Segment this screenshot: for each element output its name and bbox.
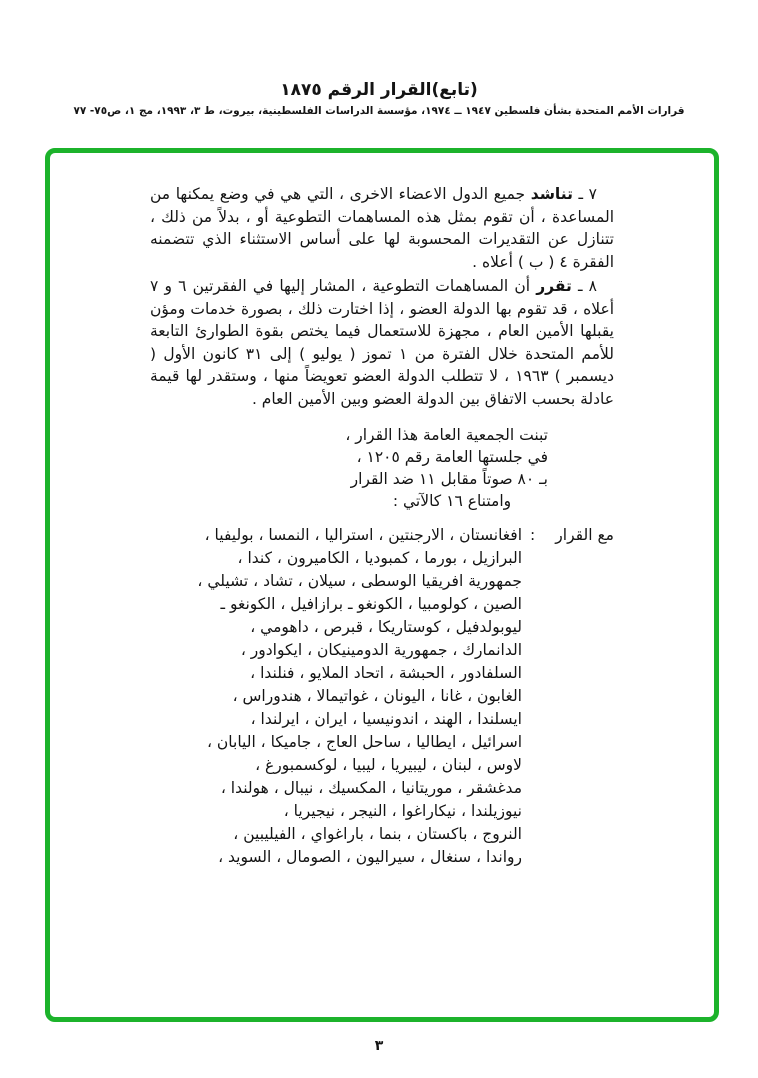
paragraph-7-body: جميع الدول الاعضاء الاخرى ، التي هي في وضع يمكنها من المساعدة ، أن تقوم بمثل هذه المساهمات التطوعية أو ، بدلاً من ذلك ، تتنازل عن التقديرات المحسوبة لها على أساس الاستثناء الذي تتضمنه الفقرة ٤ ( ب ) أعلاه . <box>150 185 614 271</box>
country-list-line: جمهورية افريقيا الوسطى ، سيلان ، تشاد ، تشيلي ، <box>197 572 522 590</box>
vote-label-text: مع القرار <box>555 526 614 544</box>
country-list-line: نيوزيلندا ، نيكاراغوا ، النيجر ، نيجيريا ، <box>283 802 522 820</box>
country-list-line: مدغشقر ، موريتانيا ، المكسيك ، نيبال ، هولندا ، <box>220 779 522 797</box>
adoption-line: تبنت الجمعية العامة هذا القرار ، <box>345 426 548 444</box>
paragraph-7-number: ٧ ـ <box>578 185 597 203</box>
green-highlight-frame <box>45 148 719 1022</box>
country-list-line: الصين ، كولومبيا ، الكونغو ـ برازافيل ، الكونغو ـ <box>220 595 522 613</box>
country-list-line: السلفادور ، الحبشة ، اتحاد الملايو ، فنلندا ، <box>250 664 522 682</box>
country-list-line: البرازيل ، بورما ، كمبوديا ، الكاميرون ، كندا ، <box>237 549 522 567</box>
paragraph-8-number: ٨ ـ <box>577 277 597 295</box>
vote-label <box>530 524 614 547</box>
paragraph-8 <box>150 275 614 410</box>
vote-in-favour-section <box>150 524 614 869</box>
country-list-line: النروج ، باكستان ، بنما ، باراغواي ، الفيليبين ، <box>233 825 522 843</box>
country-list-line: ايسلندا ، الهند ، اندونيسيا ، ايران ، ايرلندا ، <box>250 710 522 728</box>
page-header <box>0 80 758 117</box>
page-number: ٣ <box>374 1038 384 1054</box>
country-list-line: اسرائيل ، ايطاليا ، ساحل العاج ، جاميكا ، اليابان ، <box>206 733 522 751</box>
adoption-line: بـ ٨٠ صوتاً مقابل ١١ ضد القرار <box>350 470 548 488</box>
adoption-line: في جلستها العامة رقم ١٢٠٥ ، <box>356 448 548 466</box>
adoption-statement <box>338 424 548 512</box>
country-list-line: لاوس ، لبنان ، ليبيريا ، ليبيا ، لوكسمبورغ ، <box>255 756 522 774</box>
country-list-line: رواندا ، سنغال ، سيراليون ، الصومال ، السويد ، <box>218 848 522 866</box>
resolution-title: (تابع)القرار الرقم ١٨٧٥ <box>280 80 478 100</box>
country-list <box>150 524 522 869</box>
vote-label-colon: : <box>530 526 536 544</box>
paragraph-7 <box>150 183 614 273</box>
country-list-line: الدانمارك ، جمهورية الدومينيكان ، ايكوادور ، <box>240 641 522 659</box>
adoption-line: وامتناع ١٦ كالآتي : <box>392 492 512 510</box>
country-list-line: افغانستان ، الارجنتين ، استراليا ، النمسا ، بوليفيا ، <box>204 526 522 544</box>
paragraph-7-lead-word: تناشد <box>530 185 573 203</box>
paragraph-8-lead-word: تقرر <box>536 277 572 295</box>
country-list-line: الغابون ، غانا ، اليونان ، غواتيمالا ، هندوراس ، <box>232 687 522 705</box>
country-list-line: ليوبولدفيل ، كوستاريكا ، قبرص ، داهومي ، <box>250 618 522 636</box>
source-citation-line: قرارات الأمم المتحدة بشأن فلسطين ١٩٤٧ ــ ١٩٧٤، مؤسسة الدراسات الفلسطينية، بيروت، ط ٣، ١٩٩٣، مج ١، ص٧٥- ٧٧ <box>73 105 685 117</box>
paragraph-8-body: أن المساهمات التطوعية ، المشار إليها في الفقرتين ٦ و ٧ أعلاه ، قد تقوم بها الدولة العضو ، إذا اختارت ذلك ، بصورة خدمات ومؤن يقبلها الأمين العام ، مجهزة للاستعمال فيما يختص بقوة الطوارئ التابعة للأمم المتحدة خلال الفترة من ١ تموز ( يوليو ) إلى ٣١ كانون الأول ( ديسمبر ) ١٩٦٣ ، لا تتطلب الدولة العضو تعويضاً منها ، وستقدر لها قيمة عادلة بحسب الاتفاق بين الدولة العضو وبين الأمين العام . <box>150 277 614 408</box>
